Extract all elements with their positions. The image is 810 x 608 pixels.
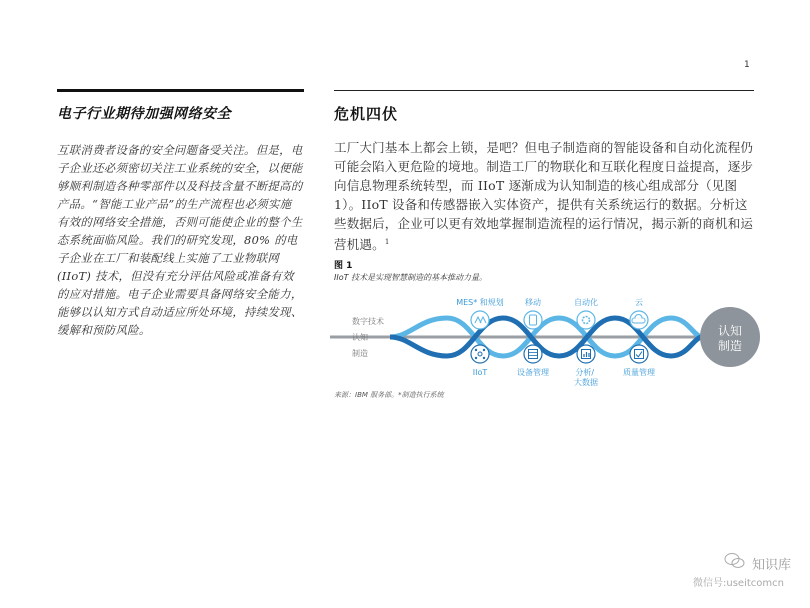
mes-icon (471, 311, 489, 329)
cloud-icon (630, 311, 648, 329)
node-label-automation: 自动化 (574, 298, 598, 307)
node-label-iiot: IIoT (472, 368, 488, 377)
left-body-text: 互联消费者设备的安全问题备受关注。但是，电子企业还必须密切关注工业系统的安全，以便能够顺利制造各种零部件以及科技含量不断提高的产品。“智能工业产品”的生产流程也必须实施有效的网络安全措施，否则可能使企业的整个生态系统面临风险。我们的研究发现，80% 的电子企业在工厂和装配线上实施了工业物联网 (IIoT) 技术，但没有充分评估风险或准备有效的应对措施。电子企业需要具备网络安全能力，能够以认知方式自动适应所处环境，持续发现、缓解和预防风险。 (57, 143, 303, 337)
right-section-title: 危机四伏 (334, 105, 399, 123)
watermark-brand: 知识库 (752, 558, 792, 573)
figure-label: 图 1 (334, 261, 353, 271)
gear-icon (577, 311, 595, 329)
strand-label-digital: 数字技术 (352, 317, 384, 326)
end-circle-line2: 制造 (717, 339, 743, 353)
mobile-icon (524, 311, 542, 329)
node-label-mobile: 移动 (525, 298, 541, 307)
node-label-mes: MES* 和规划 (456, 298, 504, 307)
right-body-text: 工厂大门基本上都会上锁，是吧？但电子制造商的智能设备和自动化流程仍可能会陷入更危险的境地。制造工厂的物联化和互联化程度日益提高，逐步向信息物理系统转型，而 IIoT 逐渐成为认知制造的核心组成部分（见图 1）。IIoT 设备和传感器嵌入实体资产，提供有关系统运行的数据。分析这些数据后，企业可以更有效地掌握制造流程的运行情况，揭示新的商机和运营机遇。 (334, 140, 754, 253)
left-section-body (57, 141, 303, 339)
end-circle-line1: 认知 (717, 324, 743, 338)
right-section-rule (334, 90, 754, 91)
figure-source: 来源：IBM 服务部。*制造执行系统 (334, 391, 444, 399)
right-section-body (334, 138, 754, 254)
node-label-quality-management: 质量管理 (623, 368, 655, 377)
left-section-rule (57, 89, 304, 92)
figure-caption: IIoT 技术是实现智慧制造的基本推动力量。 (334, 273, 488, 282)
node-label-analytics-line2: 大数据 (574, 378, 598, 387)
page-number: 1 (744, 60, 750, 70)
strand-label-cognitive: 认知 (352, 333, 368, 342)
watermark-subtitle: 微信号:useitcomcn (693, 578, 784, 589)
strand-label-manufacturing: 制造 (352, 349, 368, 358)
node-label-analytics-line1: 分析/ (575, 368, 595, 377)
iiot-icon (471, 345, 489, 363)
node-label-analytics (574, 367, 598, 387)
footnote-mark: 1 (384, 238, 390, 246)
node-label-cloud: 云 (635, 298, 643, 307)
cognitive-manufacturing-diagram (330, 290, 760, 390)
quality-management-icon (630, 345, 648, 363)
wechat-icon (724, 552, 746, 570)
left-section-title: 电子行业期待加强网络安全 (57, 106, 231, 122)
device-management-icon (524, 345, 542, 363)
analytics-icon (577, 345, 595, 363)
node-label-device-management: 设备管理 (517, 368, 549, 377)
